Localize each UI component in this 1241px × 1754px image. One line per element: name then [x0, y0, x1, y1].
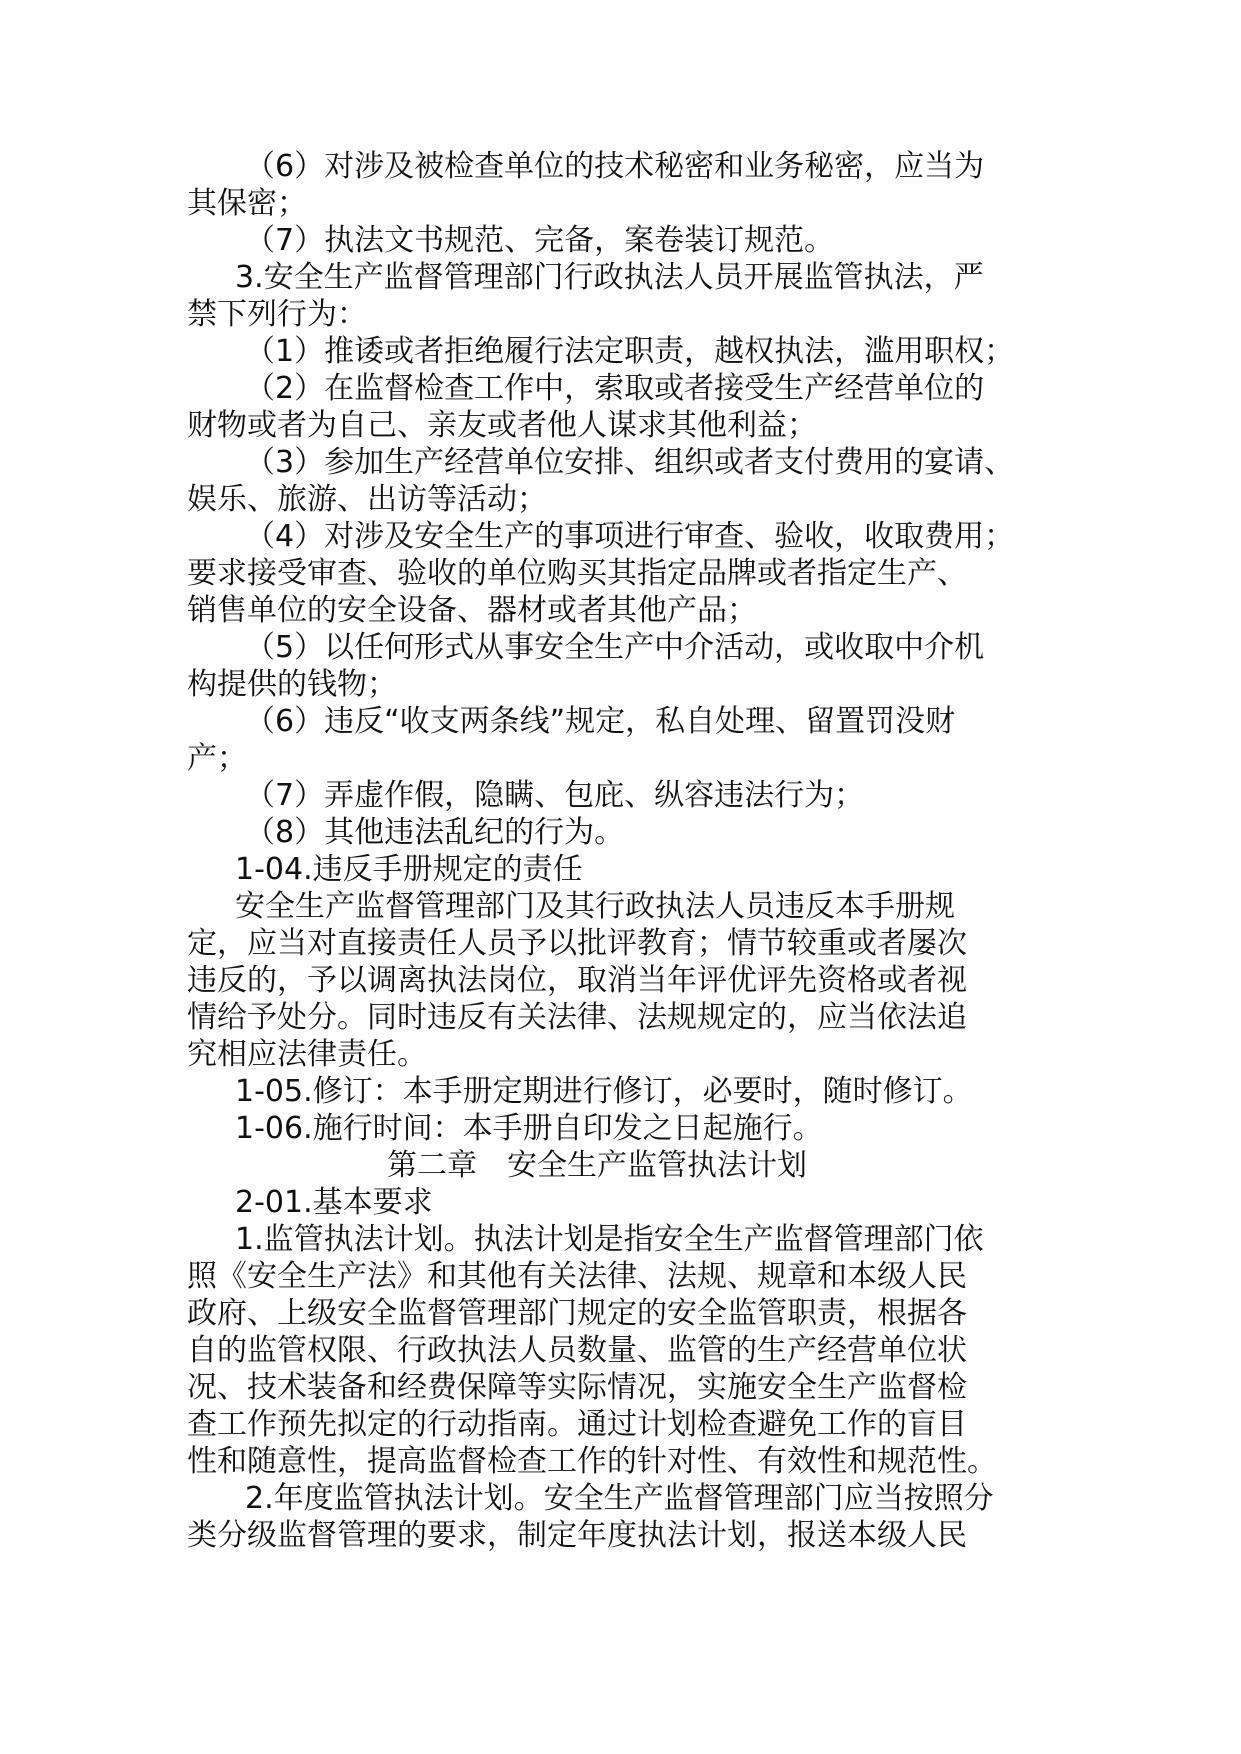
text-line: （6）对涉及被检查单位的技术秘密和业务秘密，应当为	[245, 149, 985, 184]
text-line: （3）参加生产经营单位安排、组织或者支付费用的宴请、	[245, 445, 1015, 480]
text-line: 况、技术装备和经费保障等实际情况，实施安全生产监督检	[187, 1370, 967, 1405]
text-line: 1.监管执法计划。执法计划是指安全生产监督管理部门依	[235, 1222, 984, 1257]
text-line: 1-05.修订：本手册定期进行修订，必要时，随时修订。	[235, 1074, 973, 1109]
text-line: 其保密；	[187, 186, 307, 221]
text-line: （2）在监督检查工作中，索取或者接受生产经营单位的	[245, 371, 985, 406]
text-line: 要求接受审查、验收的单位购买其指定品牌或者指定生产、	[187, 556, 967, 591]
section-heading: 2-01.基本要求	[235, 1185, 433, 1220]
text-line: （8）其他违法乱纪的行为。	[245, 815, 625, 850]
text-line: （6）违反“收支两条线”规定，私自处理、留置罚没财	[245, 704, 956, 739]
text-line: 构提供的钱物；	[187, 667, 397, 702]
text-line: 禁下列行为：	[187, 297, 367, 332]
text-line: 财物或者为自己、亲友或者他人谋求其他利益；	[187, 408, 817, 443]
text-line: 定，应当对直接责任人员予以批评教育；情节较重或者屡次	[187, 926, 967, 961]
section-heading: 1-04.违反手册规定的责任	[235, 852, 583, 887]
text-line: 违反的，予以调离执法岗位，取消当年评优评先资格或者视	[187, 963, 967, 998]
text-line: （1）推诿或者拒绝履行法定职责，越权执法，滥用职权；	[245, 334, 1015, 369]
text-line: 性和随意性，提高监督检查工作的针对性、有效性和规范性。	[187, 1444, 997, 1479]
text-line: （7）弄虚作假，隐瞒、包庇、纵容违法行为；	[245, 778, 865, 813]
text-line: 2.年度监管执法计划。安全生产监督管理部门应当按照分	[245, 1481, 994, 1516]
text-line: 查工作预先拟定的行动指南。通过计划检查避免工作的盲目	[187, 1407, 967, 1442]
text-line: 销售单位的安全设备、器材或者其他产品；	[187, 593, 757, 628]
chapter-title: 第二章 安全生产监管执法计划	[387, 1148, 807, 1183]
text-line: （7）执法文书规范、完备，案卷装订规范。	[245, 223, 835, 258]
text-line: 自的监管权限、行政执法人员数量、监管的生产经营单位状	[187, 1333, 967, 1368]
text-line: 政府、上级安全监督管理部门规定的安全监管职责，根据各	[187, 1296, 967, 1331]
document-body	[187, 148, 1055, 1554]
text-line: 情给予处分。同时违反有关法律、法规规定的，应当依法追	[187, 1000, 967, 1035]
text-line: 产；	[187, 741, 247, 776]
text-line: 照《安全生产法》和其他有关法律、法规、规章和本级人民	[187, 1259, 967, 1294]
text-line: （4）对涉及安全生产的事项进行审查、验收，收取费用；	[245, 519, 1015, 554]
text-line: 1-06.施行时间：本手册自印发之日起施行。	[235, 1111, 823, 1146]
text-line: 类分级监督管理的要求，制定年度执法计划，报送本级人民	[187, 1518, 967, 1553]
text-line: （5）以任何形式从事安全生产中介活动，或收取中介机	[245, 630, 985, 665]
text-line: 娱乐、旅游、出访等活动；	[187, 482, 547, 517]
text-line: 3.安全生产监督管理部门行政执法人员开展监管执法，严	[235, 260, 984, 295]
text-line: 安全生产监督管理部门及其行政执法人员违反本手册规	[235, 889, 955, 924]
text-line: 究相应法律责任。	[187, 1037, 427, 1072]
